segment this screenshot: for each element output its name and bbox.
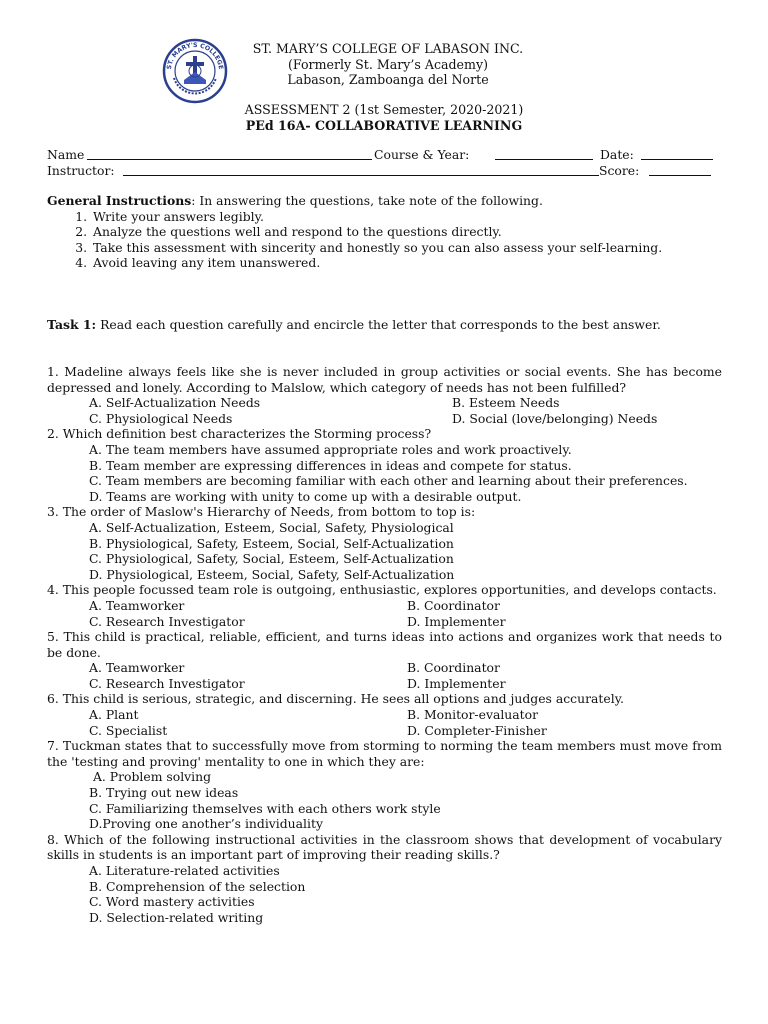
question-6: [47, 691, 722, 738]
instructor-blank[interactable]: [123, 163, 599, 176]
question-4: [47, 582, 722, 629]
question-8: [47, 832, 722, 926]
assessment-title-block: [0, 102, 768, 133]
course-blank[interactable]: [495, 147, 593, 160]
date-blank[interactable]: [641, 147, 713, 160]
option-c[interactable]: C. Word mastery activities: [89, 894, 255, 910]
option-a[interactable]: A. Teamworker: [89, 660, 185, 676]
question-text: 8. Which of the following instructional activities in the classroom shows that development of vocabulary skills in students is an important part of improving their reading skills.?: [47, 831, 722, 863]
task-label: Task 1:: [47, 317, 97, 332]
score-blank[interactable]: [649, 163, 711, 176]
question-text: 6. This child is serious, strategic, and discerning. He sees all options and judges accurately.: [47, 691, 624, 707]
option-b[interactable]: B. Coordinator: [407, 597, 500, 613]
questions-list: [47, 364, 722, 925]
question-text: 1. Madeline always feels like she is never included in group activities or social events. She has become depressed and lonely. According to Malslow, which category of needs has not been fulfilled?: [47, 364, 722, 395]
option-b[interactable]: B. Trying out new ideas: [89, 785, 239, 801]
option-a[interactable]: A. The team members have assumed appropriate roles and work proactively.: [89, 441, 572, 457]
options-grid: [47, 707, 722, 738]
school-location: Labason, Zamboanga del Norte: [287, 72, 489, 88]
option-a[interactable]: A. Problem solving: [89, 769, 212, 785]
name-blank[interactable]: [87, 147, 372, 160]
option-c[interactable]: C. Specialist: [89, 722, 168, 738]
question-text: 4. This people focussed team role is outgoing, enthusiastic, explores opportunities, and develops contacts.: [47, 582, 717, 598]
question-text: 7. Tuckman states that to successfully move from storming to norming the team members must move from the 'testing and proving' mentality to one in which they are:: [47, 738, 722, 769]
option-c[interactable]: C. Team members are becoming familiar with each other and learning about their preferences.: [89, 473, 688, 489]
task-text: Read each question carefully and encircle the letter that corresponds to the best answer.: [96, 317, 661, 332]
question-text: 2. Which definition best characterizes the Storming process?: [47, 426, 432, 442]
option-d[interactable]: D. Physiological, Esteem, Social, Safety, Self-Actualization: [89, 566, 455, 582]
instruction-item: 2. Analyze the questions well and respond to the questions directly.: [91, 224, 717, 240]
option-b[interactable]: B. Physiological, Safety, Esteem, Social, Self-Actualization: [89, 535, 454, 551]
task-instruction: [47, 317, 722, 333]
option-c[interactable]: C. Research Investigator: [89, 613, 245, 629]
option-b[interactable]: B. Monitor-evaluator: [407, 707, 539, 723]
school-formerly: (Formerly St. Mary’s Academy): [288, 56, 488, 72]
subject-title: PEd 16A- COLLABORATIVE LEARNING: [245, 117, 523, 133]
option-d[interactable]: D. Implementer: [407, 675, 506, 691]
date-label: Date:: [600, 147, 634, 162]
option-b[interactable]: B. Team member are expressing differences in ideas and compete for status.: [89, 457, 572, 473]
instruction-item: 3. Take this assessment with sincerity and honestly so you can also assess your self-learning.: [91, 240, 717, 256]
option-c[interactable]: C. Physiological, Safety, Social, Esteem, Self-Actualization: [89, 551, 454, 567]
option-d[interactable]: D. Social (love/belonging) Needs: [452, 410, 658, 426]
question-3: [47, 504, 722, 582]
option-a[interactable]: A. Teamworker: [89, 597, 185, 613]
options-grid: [47, 395, 722, 426]
option-b[interactable]: B. Comprehension of the selection: [89, 878, 306, 894]
question-text: 5. This child is practical, reliable, efficient, and turns ideas into actions and organizes work that needs to be done.: [47, 629, 722, 660]
option-d[interactable]: D. Selection-related writing: [89, 909, 264, 925]
instruction-item: 4. Avoid leaving any item unanswered.: [91, 255, 717, 271]
option-c[interactable]: C. Research Investigator: [89, 675, 245, 691]
question-7: [47, 738, 722, 832]
name-course-date-row: [47, 147, 722, 163]
school-name: ST. MARY’S COLLEGE OF LABASON INC.: [252, 41, 524, 56]
assessment-title: ASSESSMENT 2 (1st Semester, 2020-2021): [244, 102, 524, 117]
question-text: 3. The order of Maslow's Hierarchy of Needs, from bottom to top is:: [47, 504, 476, 520]
score-label: Score:: [599, 163, 640, 178]
question-1: [47, 364, 722, 426]
option-a[interactable]: A. Literature-related activities: [89, 863, 280, 878]
instruction-item: 1. Write your answers legibly.: [91, 209, 717, 225]
option-d[interactable]: D. Teams are working with unity to come up with a desirable output.: [89, 488, 522, 504]
instructions-list: [47, 209, 717, 271]
options-grid: [47, 660, 722, 691]
svg-text:ST. MARY'S COLLEGE: ST. MARY'S COLLEGE: [165, 41, 225, 70]
instructions-intro: : In answering the questions, take note of the following.: [191, 193, 543, 208]
option-a[interactable]: A. Self-Actualization Needs: [89, 395, 261, 411]
option-d[interactable]: D. Completer-Finisher: [407, 722, 547, 738]
option-c[interactable]: C. Familiarizing themselves with each others work style: [89, 800, 441, 816]
option-a[interactable]: A. Plant: [89, 707, 139, 723]
option-a[interactable]: A. Self-Actualization, Esteem, Social, Safety, Physiological: [89, 519, 454, 535]
option-b[interactable]: B. Coordinator: [407, 660, 500, 676]
instructions-heading: General Instructions: [47, 193, 192, 208]
name-label: Name: [47, 147, 85, 162]
option-d[interactable]: D.Proving one another’s individuality: [89, 816, 323, 832]
course-label: Course & Year:: [374, 147, 470, 162]
options-grid: [47, 598, 722, 629]
question-5: [47, 629, 722, 691]
instructor-score-row: [47, 163, 722, 179]
school-seal-logo: [162, 38, 228, 104]
general-instructions: [47, 193, 717, 271]
question-2: [47, 426, 722, 504]
instructor-label: Instructor:: [47, 163, 115, 178]
option-d[interactable]: D. Implementer: [407, 613, 506, 629]
option-b[interactable]: B. Esteem Needs: [452, 395, 560, 411]
option-c[interactable]: C. Physiological Needs: [89, 410, 233, 426]
school-header: [230, 41, 546, 88]
